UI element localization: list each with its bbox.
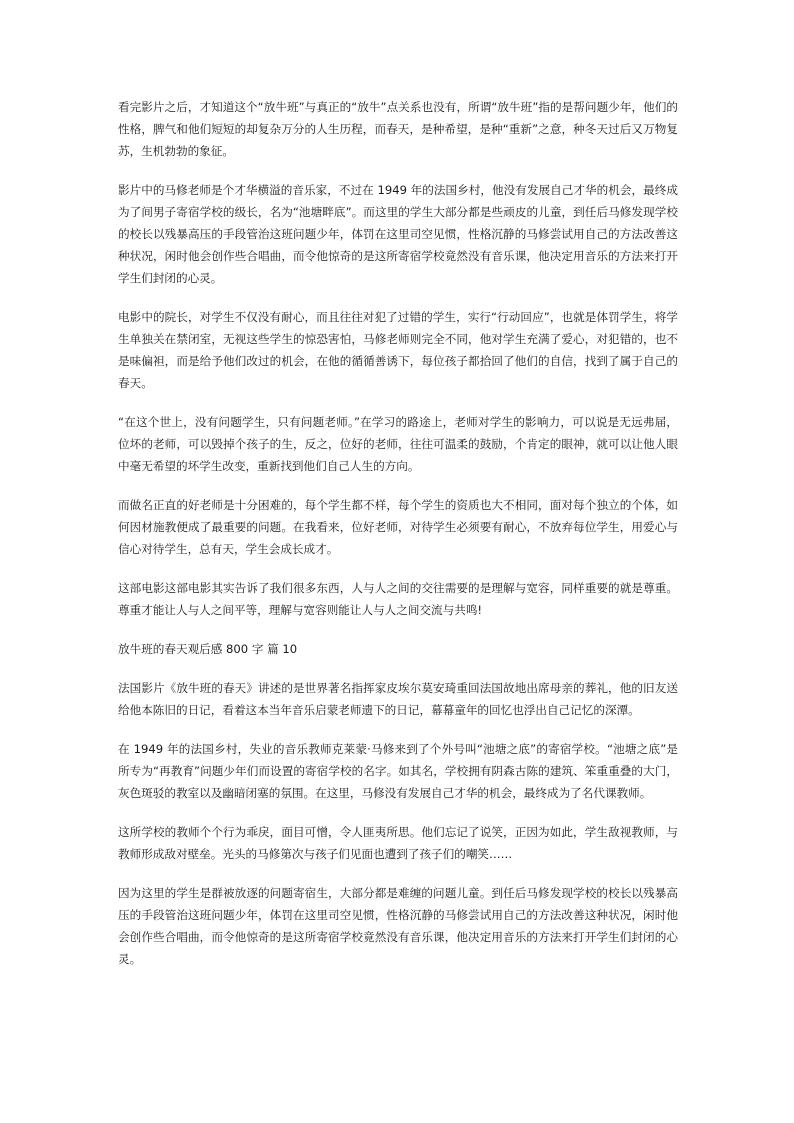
paragraph: 影片中的马修老师是个才华横溢的音乐家，不过在 1949 年的法国乡村，他没有发展自己才华的机会，最终成为了间男子寄宿学校的级长，名为“池塘畔底”。而这里的学生大部分都是些顽皮的儿童，到任后马修发现学校的校长以残暴高压的手段管治这班问题少年，体罚在这里司空见惯，性格沉静的马修尝试用自己的方法改善这种状况，闲时他会创作些合唱曲，而令他惊奇的是这所寄宿学校竟然没有音乐课，他决定用音乐的方法来打开学生们封闭的心灵。 — [118, 183, 678, 285]
paragraph: 在 1949 年的法国乡村，失业的音乐教师克莱蒙·马修来到了个外号叫“池塘之底”的寄宿学校。“池塘之底”是所专为“再教育”问题少年们而设置的寄宿学校的名字。如其名，学校拥有阴森古陈的建筑、笨重重叠的大门，灰色斑驳的教室以及幽暗闭塞的氛围。在这里，马修没有发展自己才华的机会，最终成为了名代课教师。 — [118, 742, 678, 800]
paragraph: 而做名正直的好老师是十分困难的，每个学生都不样，每个学生的资质也大不相同，面对每个独立的个体，如何因材施教便成了最重要的问题。在我看来，位好老师，对待学生必须要有耐心，不放弃每位学生，用爱心与信心对待学生，总有天，学生会成长成才。 — [118, 498, 678, 556]
paragraph: 法国影片《放牛班的春天》讲述的是世界著名指挥家皮埃尔莫安琦重回法国故地出席母亲的葬礼，他的旧友送给他本陈旧的日记，看着这本当年音乐启蒙老师遗下的日记，幕幕童年的回忆也浮出自己记忆的深潭。 — [118, 681, 678, 717]
paragraph: 看完影片之后，才知道这个“放牛班”与真正的“放牛”点关系也没有，所谓“放牛班”指的是帮问题少年，他们的性格，脾气和他们短短的却复杂万分的人生历程，而春天，是种希望，是种“重新”之意，种冬天过后又万物复苏，生机勃勃的象征。 — [118, 100, 678, 158]
section-heading: 放牛班的春天观后感 800 字 篇 10 — [118, 642, 298, 656]
paragraph: 这所学校的教师个个行为乖戾，面目可憎，令人匪夷所思。他们忘记了说笑，正因为如此，学生敌视教师，与教师形成敌对壁垒。光头的马修第次与孩子们见面也遭到了孩子们的嘲笑…… — [118, 825, 678, 861]
paragraph: 因为这里的学生是群被放逐的问题寄宿生，大部分都是难缠的问题儿童。到任后马修发现学校的校长以残暴高压的手段管治这班问题少年，体罚在这里司空见惯，性格沉静的马修尝试用自己的方法改善这种状况，闲时他会创作些合唱曲，而令他惊奇的是这所寄宿学校竟然没有音乐课，他决定用音乐的方法来打开学生们封闭的心灵。 — [118, 886, 678, 966]
paragraph: 电影中的院长，对学生不仅没有耐心，而且往往对犯了过错的学生，实行“行动回应”，也就是体罚学生，将学生单独关在禁闭室，无视这些学生的惊恐害怕，马修老师则完全不同，他对学生充满了爱心，对犯错的，也不是味偏袒，而是给予他们改过的机会，在他的循循善诱下，每位孩子都拾回了他们的自信，找到了属于自己的春天。 — [118, 310, 678, 390]
paragraph: 这部电影这部电影其实告诉了我们很多东西，人与人之间的交往需要的是理解与宽容，同样重要的就是尊重。尊重才能让人与人之间平等，理解与宽容则能让人与人之间交流与共鸣! — [118, 581, 678, 617]
document-page — [118, 96, 678, 987]
paragraph: “在这个世上，没有问题学生，只有问题老师。”在学习的路途上，老师对学生的影响力，可以说是无远弗届，位坏的老师，可以毁掉个孩子的生，反之，位好的老师，往往可温柔的鼓励，个肯定的眼神，就可以让他人眼中毫无希望的坏学生改变，重新找到他们自己人生的方向。 — [118, 415, 678, 473]
